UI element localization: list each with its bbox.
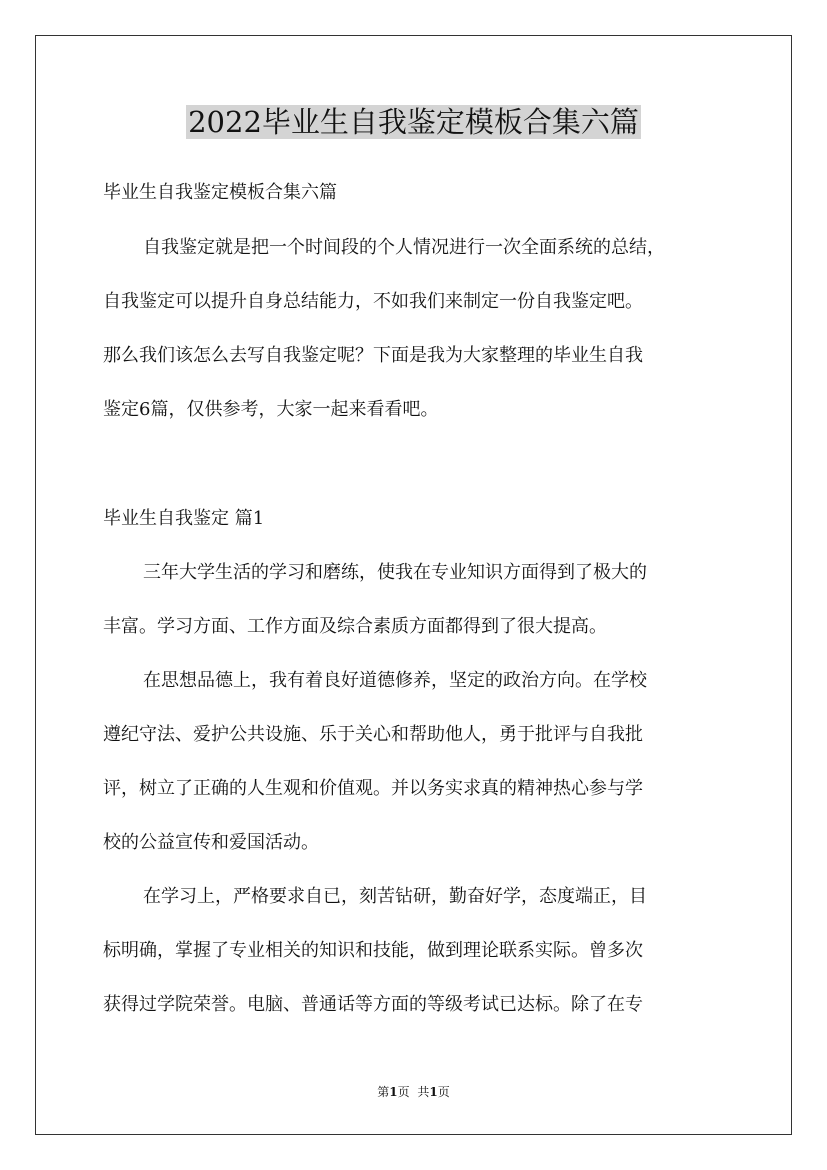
paragraph-line: 评，树立了正确的人生观和价值观。并以务实求真的精神热心参与学	[103, 778, 643, 799]
paragraph-line: 标明确，掌握了专业相关的知识和技能，做到理论联系实际。曾多次	[103, 940, 643, 961]
footer-page-number: 1	[389, 1085, 398, 1099]
footer-page-suffix: 页	[397, 1085, 410, 1099]
paragraph-line: 在学习上，严格要求自已，刻苦钻研，勤奋好学，态度端正，目	[143, 886, 647, 907]
footer-total-number: 1	[429, 1085, 438, 1099]
paragraph-line: 自我鉴定可以提升自身总结能力，不如我们来制定一份自我鉴定吧。	[103, 291, 643, 312]
paragraph-line: 校的公益宣传和爱国活动。	[103, 832, 319, 853]
paragraph-line: 遵纪守法、爱护公共设施、乐于关心和帮助他人，勇于批评与自我批	[103, 724, 643, 745]
document-title-text: 2022毕业生自我鉴定模板合集六篇	[188, 105, 639, 139]
page-footer	[0, 1084, 827, 1100]
paragraph-line: 三年大学生活的学习和磨练，使我在专业知识方面得到了极大的	[143, 562, 647, 583]
paragraph-line: 那么我们该怎么去写自我鉴定呢？下面是我为大家整理的毕业生自我	[103, 345, 643, 366]
footer-total-suffix: 页	[437, 1085, 450, 1099]
paragraph-line: 丰富。学习方面、工作方面及综合素质方面都得到了很大提高。	[103, 616, 607, 637]
paragraph-line: 自我鉴定就是把一个时间段的个人情况进行一次全面系统的总结，	[143, 237, 665, 258]
subtitle-line: 毕业生自我鉴定模板合集六篇	[103, 182, 337, 203]
footer-page-prefix: 第	[377, 1085, 390, 1099]
section-heading: 毕业生自我鉴定 篇1	[103, 508, 265, 529]
document-title	[0, 100, 827, 144]
paragraph-line: 鉴定6篇，仅供参考，大家一起来看看吧。	[103, 399, 439, 420]
footer-total-prefix: 共	[417, 1085, 430, 1099]
paragraph-line: 在思想品德上，我有着良好道德修养，坚定的政治方向。在学校	[143, 670, 647, 691]
paragraph-line: 获得过学院荣誉。电脑、普通话等方面的等级考试已达标。除了在专	[103, 994, 643, 1015]
